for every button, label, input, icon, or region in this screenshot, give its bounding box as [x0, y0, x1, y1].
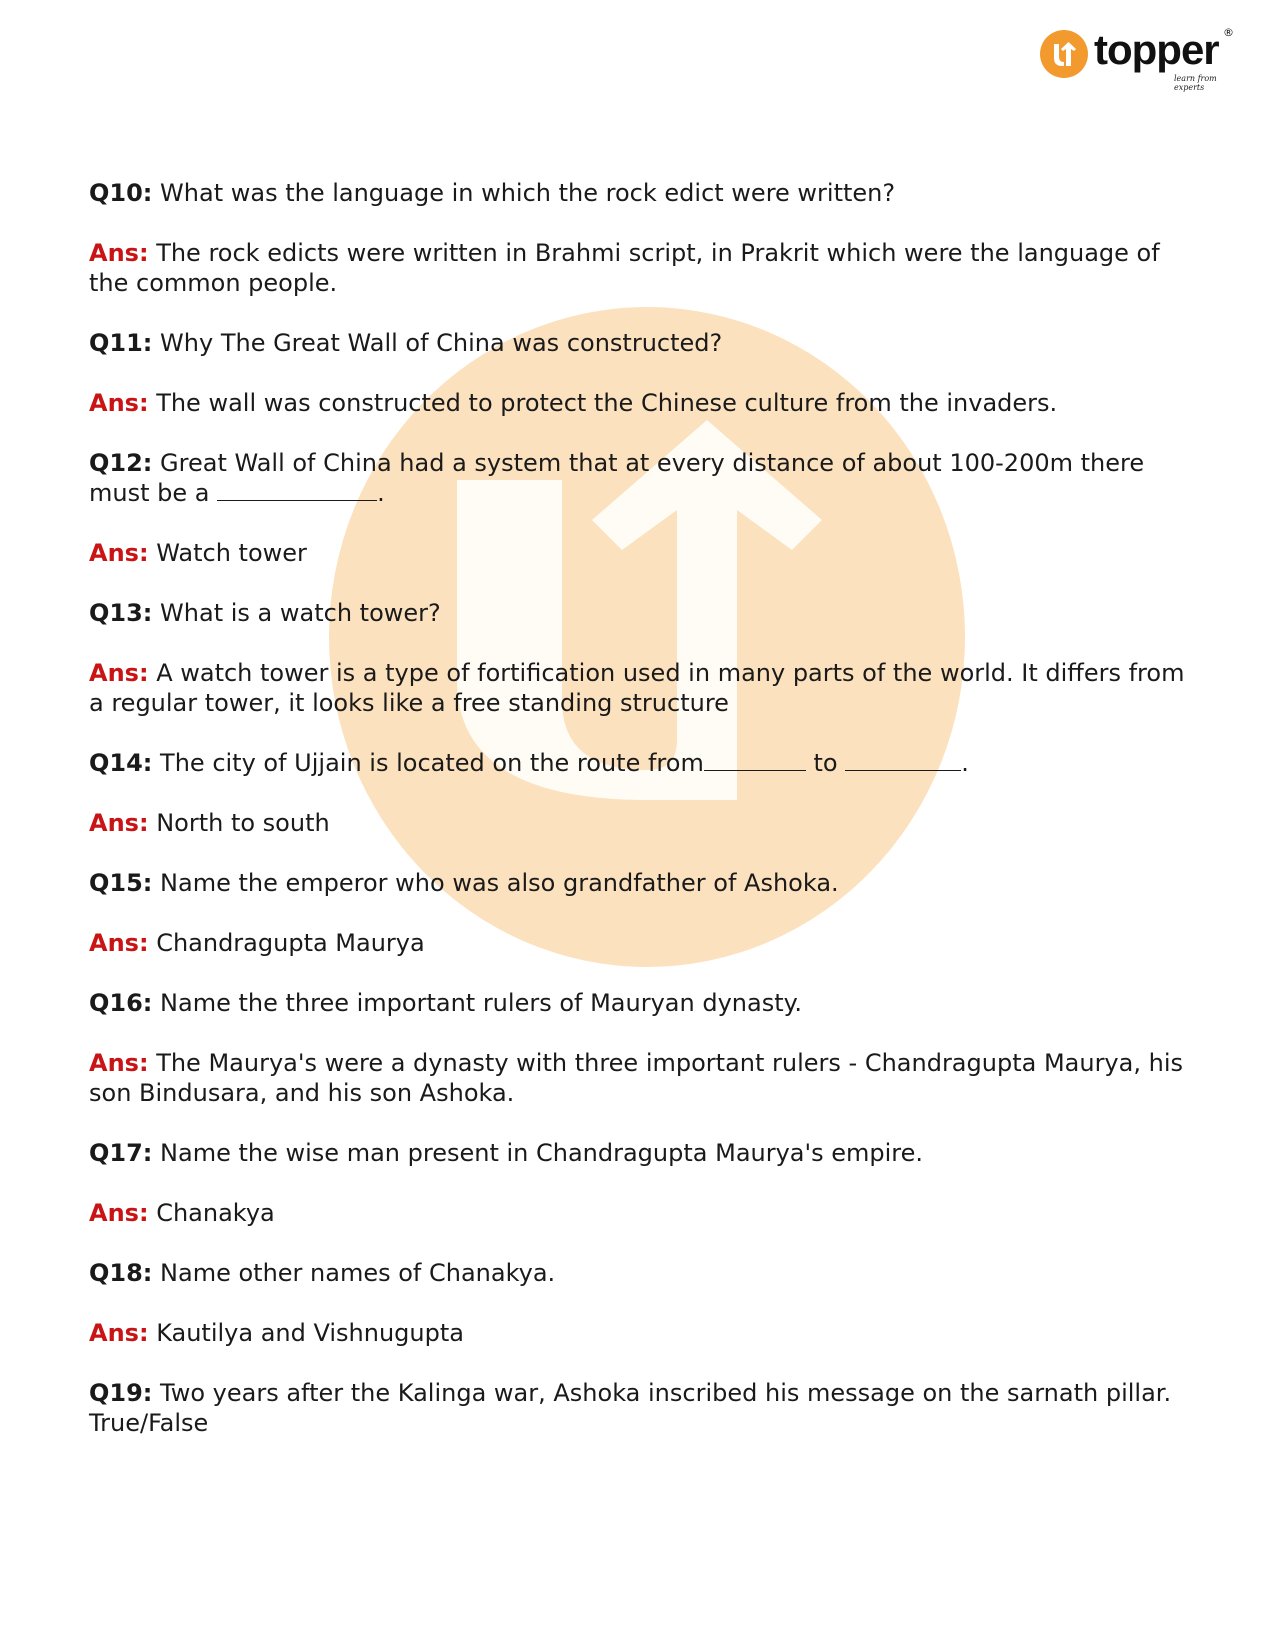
question-text: Name the wise man present in Chandragupta Maurya's empire.	[160, 1139, 924, 1167]
question-text: Name the emperor who was also grandfather of Ashoka.	[160, 869, 839, 897]
answer-14	[89, 808, 1199, 838]
question-text: Great Wall of China had a system that at every distance of about 100-200m there must be a	[89, 449, 1145, 507]
question-text: Name other names of Chanakya.	[160, 1259, 556, 1287]
question-12	[89, 448, 1199, 508]
question-text: The city of Ujjain is located on the route from	[160, 749, 704, 777]
answer-text: Chandragupta Maurya	[156, 929, 425, 957]
answer-label: Ans:	[89, 239, 149, 267]
fill-blank	[845, 748, 961, 771]
question-end: .	[961, 749, 969, 777]
question-16	[89, 988, 1199, 1018]
question-label: Q15:	[89, 869, 153, 897]
answer-text: The rock edicts were written in Brahmi script, in Prakrit which were the language of the common people.	[89, 239, 1160, 297]
question-label: Q12:	[89, 449, 153, 477]
answer-15	[89, 928, 1199, 958]
answer-text: Kautilya and Vishnugupta	[156, 1319, 464, 1347]
qa-list	[89, 178, 1199, 1468]
question-18	[89, 1258, 1199, 1288]
answer-label: Ans:	[89, 1049, 149, 1077]
question-label: Q18:	[89, 1259, 153, 1287]
question-label: Q14:	[89, 749, 153, 777]
answer-text: Chanakya	[156, 1199, 275, 1227]
answer-text: North to south	[156, 809, 330, 837]
question-text: What was the language in which the rock edict were written?	[160, 179, 896, 207]
question-13	[89, 598, 1199, 628]
question-text: Two years after the Kalinga war, Ashoka inscribed his message on the sarnath pillar. True/False	[89, 1379, 1172, 1437]
answer-11	[89, 388, 1199, 418]
question-text: What is a watch tower?	[160, 599, 441, 627]
answer-label: Ans:	[89, 809, 149, 837]
question-label: Q13:	[89, 599, 153, 627]
question-11	[89, 328, 1199, 358]
answer-10	[89, 238, 1199, 298]
question-14	[89, 748, 1199, 778]
answer-label: Ans:	[89, 929, 149, 957]
question-end: .	[377, 479, 385, 507]
answer-label: Ans:	[89, 539, 149, 567]
brand-logo	[1040, 24, 1240, 92]
question-text: Why The Great Wall of China was constructed?	[160, 329, 723, 357]
answer-18	[89, 1318, 1199, 1348]
answer-label: Ans:	[89, 659, 149, 687]
answer-text: Watch tower	[156, 539, 307, 567]
brand-wordmark: topper	[1094, 26, 1219, 73]
question-text: Name the three important rulers of Mauryan dynasty.	[160, 989, 803, 1017]
fill-blank	[704, 748, 806, 771]
answer-17	[89, 1198, 1199, 1228]
answer-text: The Maurya's were a dynasty with three important rulers - Chandragupta Maurya, his son Bindusara, and his son Ashoka.	[89, 1049, 1183, 1107]
brand-tagline: learn from experts	[1174, 74, 1217, 92]
answer-label: Ans:	[89, 1199, 149, 1227]
answer-16	[89, 1048, 1199, 1108]
question-15	[89, 868, 1199, 898]
answer-label: Ans:	[89, 389, 149, 417]
question-label: Q19:	[89, 1379, 153, 1407]
question-label: Q17:	[89, 1139, 153, 1167]
answer-12	[89, 538, 1199, 568]
question-label: Q11:	[89, 329, 153, 357]
fill-blank	[217, 478, 377, 501]
question-mid: to	[813, 749, 838, 777]
answer-label: Ans:	[89, 1319, 149, 1347]
question-17	[89, 1138, 1199, 1168]
brand-badge-icon	[1040, 30, 1088, 78]
answer-text: A watch tower is a type of fortification used in many parts of the world. It differs from a regular tower, it looks like a free standing structure	[89, 659, 1185, 717]
question-19	[89, 1378, 1199, 1438]
question-label: Q16:	[89, 989, 153, 1017]
question-10	[89, 178, 1199, 208]
answer-13	[89, 658, 1199, 718]
answer-text: The wall was constructed to protect the Chinese culture from the invaders.	[156, 389, 1058, 417]
question-label: Q10:	[89, 179, 153, 207]
registered-mark: ®	[1223, 26, 1234, 39]
